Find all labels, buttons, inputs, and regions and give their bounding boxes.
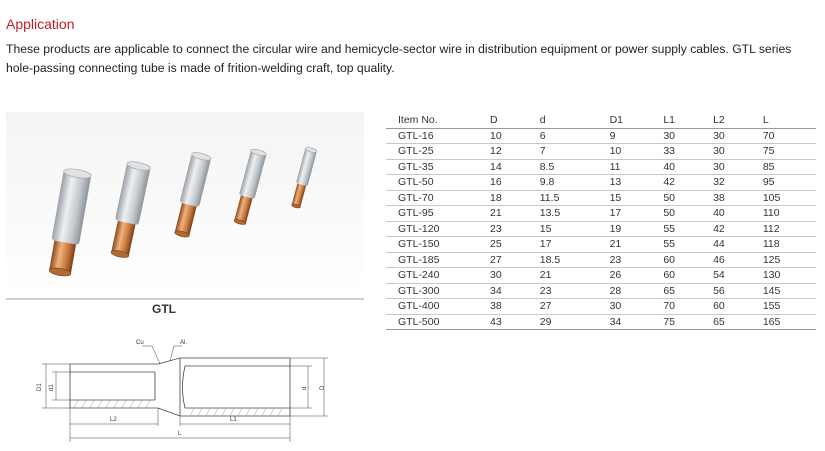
table-cell: GTL-35 xyxy=(386,159,480,175)
table-cell: 12 xyxy=(480,144,530,160)
table-cell: 145 xyxy=(753,283,816,299)
table-cell: 23 xyxy=(530,283,600,299)
table-cell: 42 xyxy=(653,175,703,191)
table-cell: 8.5 xyxy=(530,159,600,175)
table-cell: 30 xyxy=(480,268,530,284)
product-label: GTL xyxy=(152,302,176,316)
big-d-label: D xyxy=(320,385,326,390)
table-cell: 130 xyxy=(753,268,816,284)
table-cell: 15 xyxy=(530,221,600,237)
table-cell: 30 xyxy=(703,144,753,160)
table-cell: 60 xyxy=(653,268,703,284)
column-header: L1 xyxy=(653,113,703,128)
table-cell: GTL-95 xyxy=(386,206,480,222)
table-cell: 40 xyxy=(703,206,753,222)
table-cell: 16 xyxy=(480,175,530,191)
material-leaders xyxy=(142,346,182,364)
cu-label: Cu xyxy=(136,340,144,346)
table-cell: 56 xyxy=(703,283,753,299)
table-cell: 65 xyxy=(653,283,703,299)
table-row xyxy=(386,206,816,222)
table-cell: 112 xyxy=(753,221,816,237)
table-cell: 65 xyxy=(703,314,753,330)
table-cell: 19 xyxy=(600,221,654,237)
table-cell: 6 xyxy=(530,128,600,144)
table-cell: 125 xyxy=(753,252,816,268)
table-cell: 55 xyxy=(653,237,703,253)
table-cell: 34 xyxy=(600,314,654,330)
table-cell: 27 xyxy=(480,252,530,268)
l1-label: L1 xyxy=(230,417,237,423)
table-cell: 21 xyxy=(530,268,600,284)
table-cell: GTL-16 xyxy=(386,128,480,144)
table-cell: 54 xyxy=(703,268,753,284)
table-row xyxy=(386,252,816,268)
table-cell: 75 xyxy=(753,144,816,160)
table-cell: 15 xyxy=(600,190,654,206)
table-cell: 28 xyxy=(600,283,654,299)
table-cell: 17 xyxy=(530,237,600,253)
table-cell: 105 xyxy=(753,190,816,206)
table-row xyxy=(386,128,816,144)
table-cell: 110 xyxy=(753,206,816,222)
table-cell: 70 xyxy=(653,299,703,315)
table-cell: 18 xyxy=(480,190,530,206)
table-row xyxy=(386,159,816,175)
al-label: Al. xyxy=(180,340,188,346)
table-cell: 14 xyxy=(480,159,530,175)
table-cell: 33 xyxy=(653,144,703,160)
connector-tube xyxy=(290,146,318,209)
table-cell: GTL-400 xyxy=(386,299,480,315)
left-dimensions xyxy=(42,364,70,408)
table-cell: 27 xyxy=(530,299,600,315)
column-header: D xyxy=(480,113,530,128)
table-cell: GTL-120 xyxy=(386,221,480,237)
table-cell: 60 xyxy=(653,252,703,268)
tube-outline xyxy=(70,358,290,416)
table-cell: 29 xyxy=(530,314,600,330)
table-cell: 34 xyxy=(480,283,530,299)
table-cell: GTL-70 xyxy=(386,190,480,206)
table-cell: 23 xyxy=(600,252,654,268)
table-cell: 70 xyxy=(753,128,816,144)
table-cell: 23 xyxy=(480,221,530,237)
table-cell: 7 xyxy=(530,144,600,160)
table-cell: 46 xyxy=(703,252,753,268)
connector-tube xyxy=(108,160,152,259)
section-heading: Application xyxy=(6,16,75,32)
table-row xyxy=(386,237,816,253)
table-cell: 44 xyxy=(703,237,753,253)
column-header: d xyxy=(530,113,600,128)
connector-tubes-image xyxy=(6,112,364,298)
table-cell: 21 xyxy=(480,206,530,222)
table-row xyxy=(386,314,816,330)
connector-tube xyxy=(46,167,92,278)
table-cell: 38 xyxy=(480,299,530,315)
table-cell: GTL-185 xyxy=(386,252,480,268)
table-cell: 75 xyxy=(653,314,703,330)
table-row xyxy=(386,299,816,315)
table-cell: 10 xyxy=(480,128,530,144)
table-row xyxy=(386,221,816,237)
connector-tube xyxy=(232,148,267,226)
table-cell: GTL-300 xyxy=(386,283,480,299)
table-cell: 17 xyxy=(600,206,654,222)
column-header: D1 xyxy=(600,113,654,128)
table-cell: 40 xyxy=(653,159,703,175)
table-cell: 25 xyxy=(480,237,530,253)
table-row xyxy=(386,144,816,160)
product-photo xyxy=(6,112,364,300)
table-cell: GTL-150 xyxy=(386,237,480,253)
connector-tube xyxy=(172,151,212,239)
column-header: L2 xyxy=(703,113,753,128)
table-cell: 30 xyxy=(703,159,753,175)
table-cell: 60 xyxy=(703,299,753,315)
table-cell: GTL-500 xyxy=(386,314,480,330)
table-cell: 43 xyxy=(480,314,530,330)
table-row xyxy=(386,268,816,284)
table-row xyxy=(386,175,816,191)
table-cell: 13 xyxy=(600,175,654,191)
table-cell: 11.5 xyxy=(530,190,600,206)
l2-label: L2 xyxy=(110,417,117,423)
table-header-row xyxy=(386,113,816,128)
table-row xyxy=(386,190,816,206)
table-cell: 50 xyxy=(653,206,703,222)
column-header: Item No. xyxy=(386,113,480,128)
table-cell: GTL-240 xyxy=(386,268,480,284)
table-cell: 9.8 xyxy=(530,175,600,191)
table-cell: 21 xyxy=(600,237,654,253)
table-cell: 30 xyxy=(653,128,703,144)
table-cell: 9 xyxy=(600,128,654,144)
table-cell: 32 xyxy=(703,175,753,191)
spec-table xyxy=(386,113,816,330)
table-cell: 55 xyxy=(653,221,703,237)
table-cell: 30 xyxy=(600,299,654,315)
d1-outer-label: D1 xyxy=(37,383,43,391)
table-cell: 18.5 xyxy=(530,252,600,268)
table-cell: 155 xyxy=(753,299,816,315)
d-label: d xyxy=(302,386,308,390)
table-cell: 13.5 xyxy=(530,206,600,222)
table-cell: GTL-50 xyxy=(386,175,480,191)
dimension-drawing xyxy=(30,334,340,444)
table-cell: 10 xyxy=(600,144,654,160)
table-cell: 165 xyxy=(753,314,816,330)
d1-inner-label: d1 xyxy=(49,384,55,391)
table-cell: 11 xyxy=(600,159,654,175)
table-cell: 85 xyxy=(753,159,816,175)
section-description: These products are applicable to connect the circular wire and hemicycle-sector wire in distribution equipment or power supply cables. GTL series hole-passing connecting tube is made of frition-welding craft, top quality. xyxy=(6,42,792,75)
table-cell: 118 xyxy=(753,237,816,253)
column-header: L xyxy=(753,113,816,128)
l-label: L xyxy=(178,431,182,437)
table-cell: 38 xyxy=(703,190,753,206)
table-cell: 50 xyxy=(653,190,703,206)
table-cell: 30 xyxy=(703,128,753,144)
table-cell: 26 xyxy=(600,268,654,284)
table-cell: 42 xyxy=(703,221,753,237)
table-cell: GTL-25 xyxy=(386,144,480,160)
table-cell: 95 xyxy=(753,175,816,191)
table-row xyxy=(386,283,816,299)
